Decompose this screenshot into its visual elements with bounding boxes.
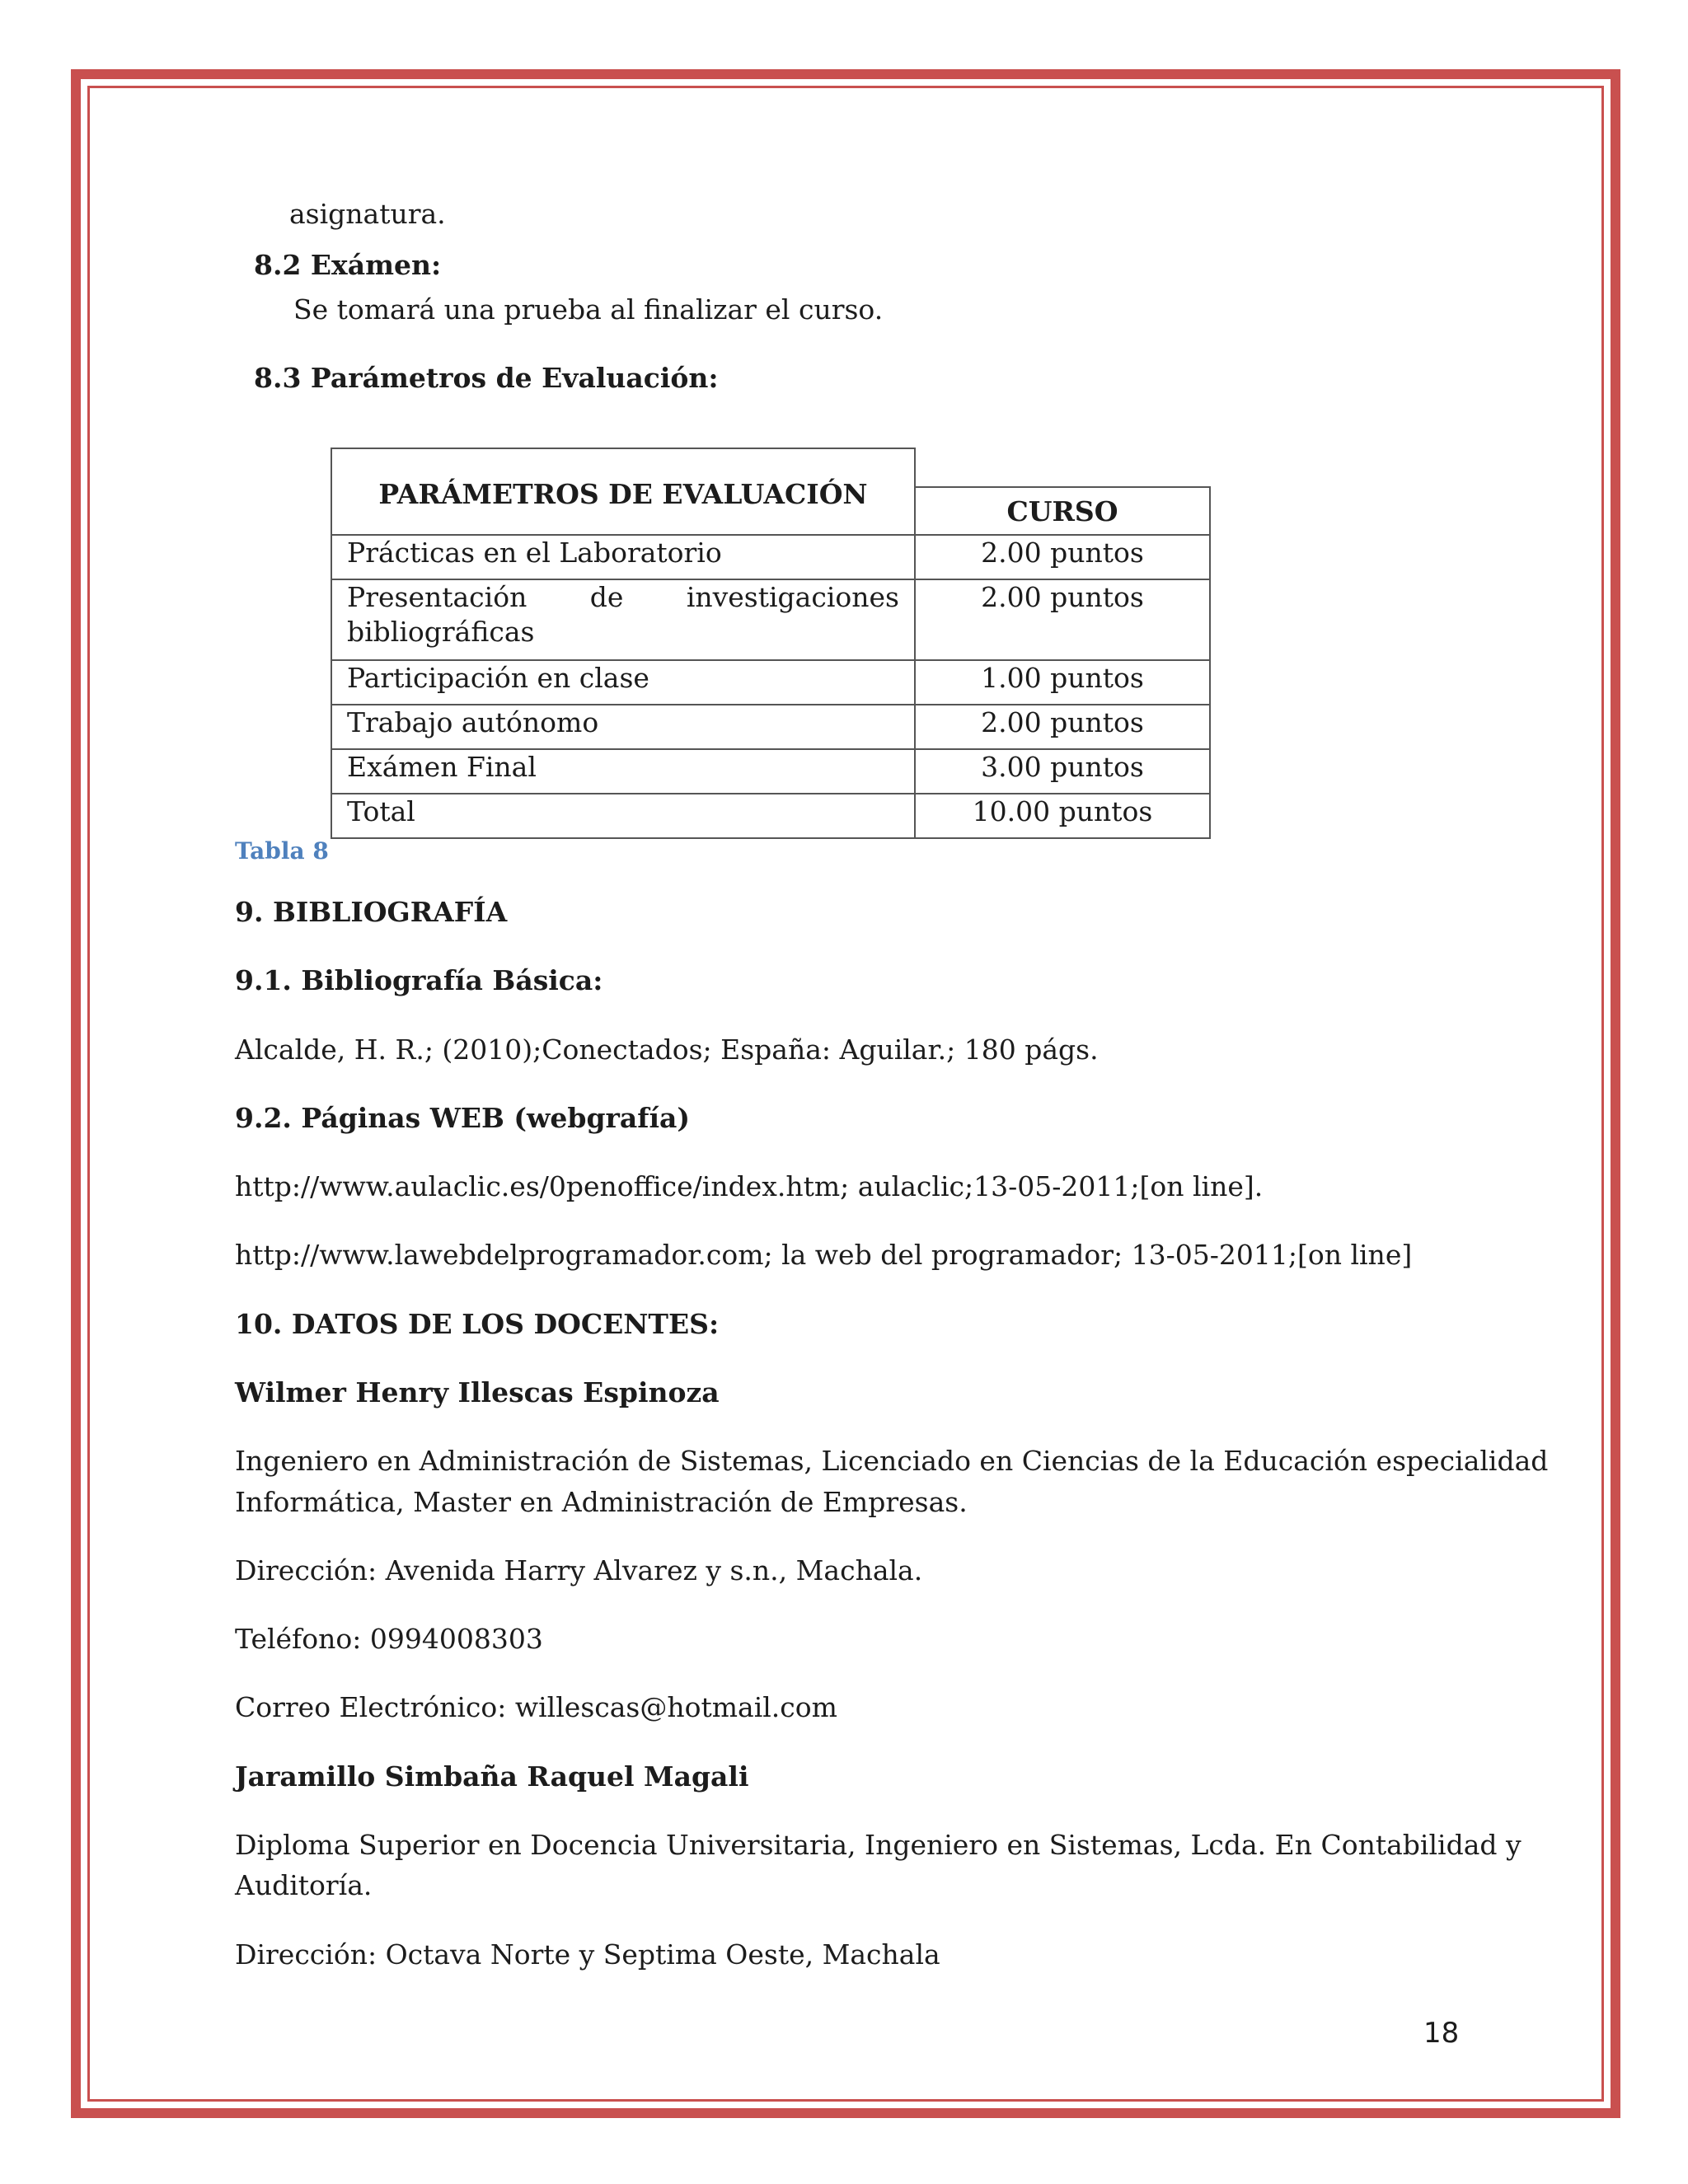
row-points: 2.00 puntos [915,579,1210,660]
table-row [331,535,1210,579]
row-param: Participación en clase [331,660,915,705]
web-entry: http://www.lawebdelprogramador.com; la web del programador; 13-05-2011;[on line] [235,1239,1413,1271]
table-row [331,705,1210,749]
header-course: CURSO [915,487,1210,535]
exam-heading: 8.2 Exámen: [254,249,442,281]
row-param: Total [331,794,915,838]
page-number: 18 [1423,2017,1460,2050]
basic-bibliography-heading: 9.1. Bibliografía Básica: [235,964,603,996]
teacher-degrees-cont: Informática, Master en Administración de Empresas. [235,1486,968,1518]
exam-text: Se tomará una prueba al finalizar el curso. [293,293,884,326]
table-row [331,579,1210,660]
params-heading: 8.3 Parámetros de Evaluación: [254,362,719,394]
basic-bibliography-entry: Alcalde, H. R.; (2010);Conectados; España: Aguilar.; 180 págs. [235,1033,1099,1066]
bibliography-heading: 9. BIBLIOGRAFÍA [235,896,508,928]
table-caption: Tabla 8 [235,837,329,865]
header-param: PARÁMETROS DE EVALUACIÓN [331,448,915,535]
teacher-address: Dirección: Octava Norte y Septima Oeste, Machala [235,1938,940,1971]
web-heading: 9.2. Páginas WEB (webgrafía) [235,1102,691,1134]
row-points: 2.00 puntos [915,705,1210,749]
row-points: 10.00 puntos [915,794,1210,838]
teacher-address: Dirección: Avenida Harry Alvarez y s.n., Machala. [235,1554,923,1586]
teacher-name: Jaramillo Simbaña Raquel Magali [235,1760,749,1793]
web-entry: http://www.aulaclic.es/0penoffice/index.htm; aulaclic;13-05-2011;[on line]. [235,1170,1264,1202]
teacher-degrees: Diploma Superior en Docencia Universitaria, Ingeniero en Sistemas, Lcda. En Contabilidad y [235,1829,1522,1861]
row-param: Presentación de investigaciones bibliográficas [331,579,915,660]
header-gap [915,448,1210,487]
teacher-degrees-cont: Auditoría. [235,1869,373,1901]
row-points: 2.00 puntos [915,535,1210,579]
row-points: 3.00 puntos [915,749,1210,794]
teacher-email: Correo Electrónico: willescas@hotmail.com [235,1691,837,1723]
table-row [331,794,1210,838]
table-row [331,749,1210,794]
continuation-text: asignatura. [289,198,446,230]
evaluation-table [331,448,1211,839]
table-header-row [331,448,1210,487]
row-param: Prácticas en el Laboratorio [331,535,915,579]
row-points: 1.00 puntos [915,660,1210,705]
teacher-phone: Teléfono: 0994008303 [235,1623,543,1655]
table-row [331,660,1210,705]
teacher-name: Wilmer Henry Illescas Espinoza [235,1376,720,1408]
teachers-heading: 10. DATOS DE LOS DOCENTES: [235,1308,720,1340]
teacher-degrees: Ingeniero en Administración de Sistemas, Licenciado en Ciencias de la Educación especialidad [235,1445,1549,1477]
row-param: Exámen Final [331,749,915,794]
row-param: Trabajo autónomo [331,705,915,749]
